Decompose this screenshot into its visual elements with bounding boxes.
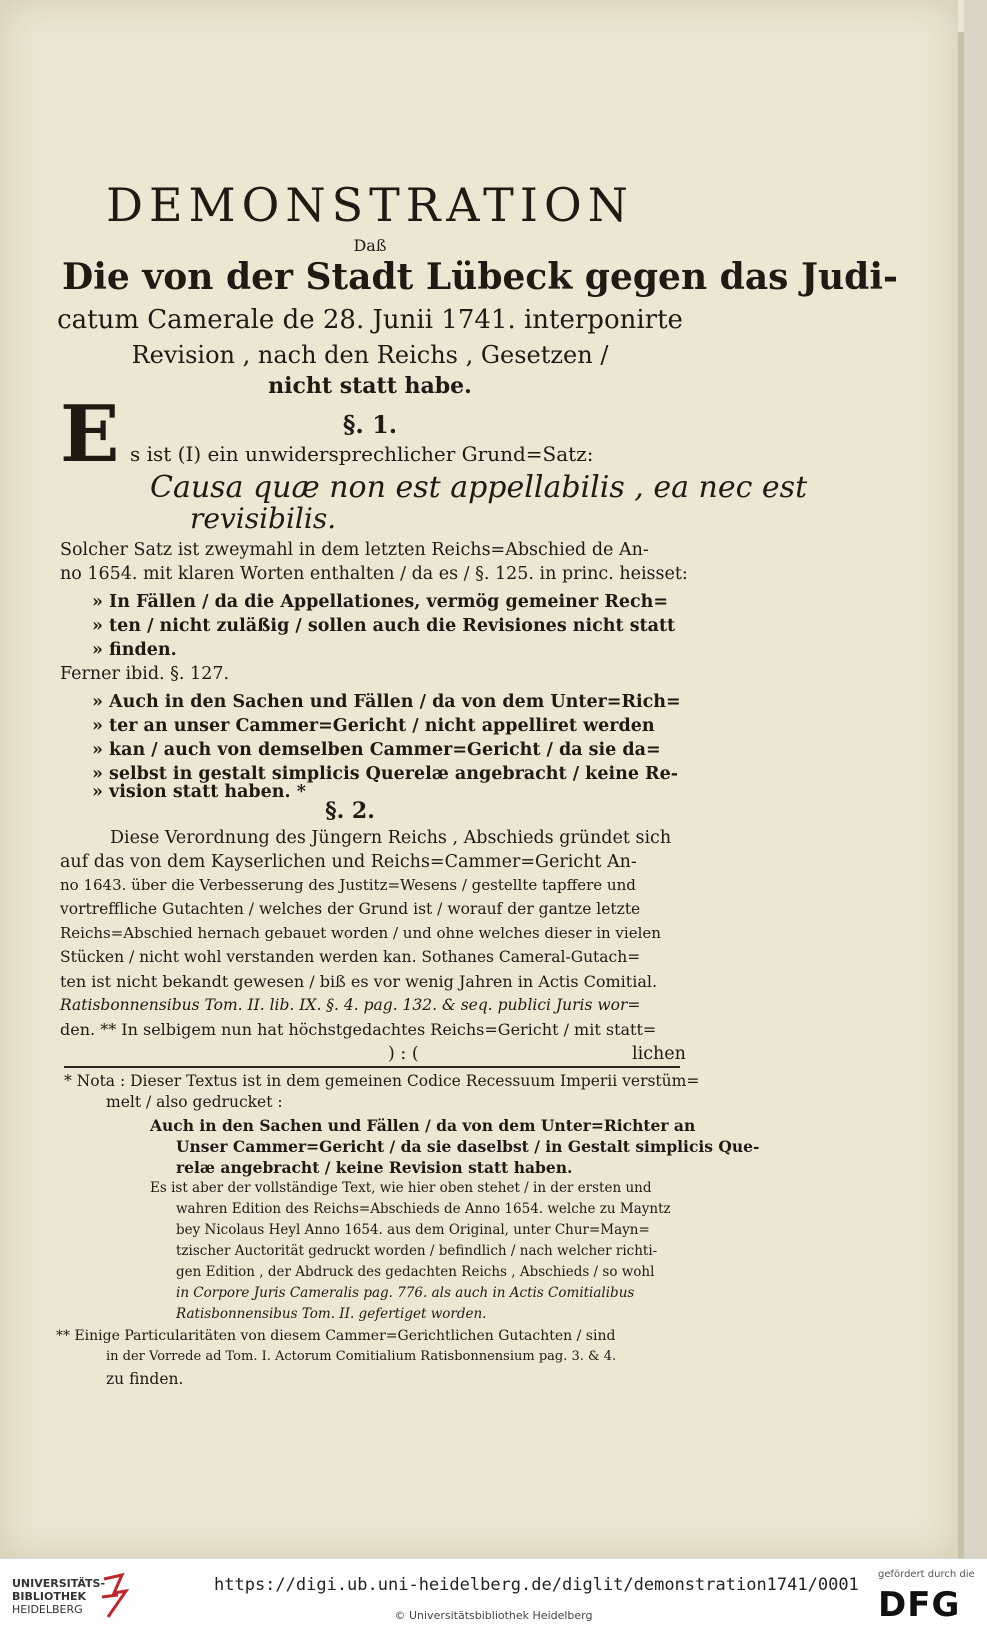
body-line: no 1654. mit klaren Worten enthalten / da es / §. 125. in princ. heisset: bbox=[60, 564, 688, 584]
body-line: » In Fällen / da die Appellationes, vermög gemeiner Rech= bbox=[92, 592, 669, 612]
body-line: den. ** In selbigem nun hat höchstgedachtes Reichs=Gericht / mit statt= bbox=[60, 1020, 657, 1039]
body-line: Stücken / nicht wohl verstanden werden kan. Sothanes Cameral-Gutach= bbox=[60, 948, 641, 966]
body-line: ten ist nicht bekandt gewesen / biß es vor wenig Jahren in Actis Comitial. bbox=[60, 972, 658, 991]
body-line: auf das von dem Kayserlichen und Reichs=Cammer=Gericht An- bbox=[60, 852, 637, 872]
body-line: » ter an unser Cammer=Gericht / nicht appelliret werden bbox=[92, 716, 655, 736]
footnote-line: gen Edition , der Abdruck des gedachten Reichs , Abschieds / so wohl bbox=[176, 1264, 655, 1280]
section-1-first-line: s ist (I) ein unwidersprechlicher Grund=Satz: bbox=[130, 442, 594, 466]
footnote-line: tzischer Auctorität gedruckt worden / befindlich / nach welcher richti- bbox=[176, 1243, 658, 1259]
body-line: vortreffliche Gutachten / welches der Grund ist / worauf der gantze letzte bbox=[60, 900, 641, 918]
section-1-heading: §. 1. bbox=[342, 410, 398, 439]
footnote-line: melt / also gedrucket : bbox=[106, 1093, 283, 1111]
page-url[interactable]: https://digi.ub.uni-heidelberg.de/diglit/demonstration1741/0001 bbox=[214, 1575, 859, 1595]
maxim-line-1: Causa quæ non est appellabilis , ea nec est bbox=[150, 470, 808, 505]
catchword: lichen bbox=[632, 1044, 686, 1064]
subtitle-line-4: nicht statt habe. bbox=[268, 373, 472, 399]
footnote-line: Auch in den Sachen und Fällen / da von dem Unter=Richter an bbox=[150, 1116, 696, 1135]
footnote-line: zu finden. bbox=[106, 1370, 184, 1388]
body-line: » finden. bbox=[92, 640, 177, 660]
document-title: DEMONSTRATION bbox=[106, 178, 634, 232]
body-line: Ratisbonnensibus Tom. II. lib. IX. §. 4. pag. 132. & seq. publici Juris wor= bbox=[60, 996, 641, 1014]
footnote-line: Unser Cammer=Gericht / da sie daselbst / in Gestalt simplicis Que- bbox=[176, 1137, 760, 1156]
logo-line-3: HEIDELBERG bbox=[12, 1603, 83, 1616]
body-line: Ferner ibid. §. 127. bbox=[60, 664, 230, 684]
viewer-footer bbox=[0, 1558, 987, 1632]
body-line: » vision statt haben. * bbox=[92, 782, 306, 802]
logo-line-2: BIBLIOTHEK bbox=[12, 1590, 87, 1603]
body-line: no 1643. über die Verbesserung des Justitz=Wesens / gestellte tapffere und bbox=[60, 876, 636, 894]
drop-cap: E bbox=[60, 389, 120, 480]
footnote-line: in der Vorrede ad Tom. I. Actorum Comitialium Ratisbonnensium pag. 3. & 4. bbox=[106, 1349, 617, 1364]
funded-by-label: gefördert durch die bbox=[878, 1569, 975, 1580]
body-line: » ten / nicht zuläßig / sollen auch die Revisiones nicht statt bbox=[92, 616, 676, 636]
subtitle-line-3: Revision , nach den Reichs , Gesetzen / bbox=[131, 341, 609, 369]
body-line: » Auch in den Sachen und Fällen / da von dem Unter=Rich= bbox=[92, 692, 681, 712]
footnote-line: relæ angebracht / keine Revision statt haben. bbox=[176, 1158, 573, 1177]
subtitle-line-1: Die von der Stadt Lübeck gegen das Judi- bbox=[62, 256, 898, 298]
copyright-text: © Universitätsbibliothek Heidelberg bbox=[394, 1609, 593, 1622]
body-line: Solcher Satz ist zweymahl in dem letzten Reichs=Abschied de An- bbox=[60, 540, 649, 560]
footnote-line: in Corpore Juris Cameralis pag. 776. als auch in Actis Comitialibus bbox=[176, 1285, 635, 1301]
dfg-logo[interactable]: DFG bbox=[878, 1585, 961, 1625]
footnote-line: Ratisbonnensibus Tom. II. gefertiget worden. bbox=[176, 1306, 487, 1322]
scan-background bbox=[964, 0, 987, 1558]
logo-line-1: UNIVERSITÄTS- bbox=[12, 1577, 106, 1590]
footnote-divider bbox=[64, 1066, 680, 1068]
section-2-heading: §. 2. bbox=[325, 798, 375, 824]
maxim-line-2: revisibilis. bbox=[190, 502, 337, 535]
footnote-line: ** Einige Particularitäten von diesem Cammer=Gerichtlichen Gutachten / sind bbox=[56, 1328, 616, 1344]
body-line: » kan / auch von demselben Cammer=Gericht / da sie da= bbox=[92, 740, 661, 760]
subtitle-line-2: catum Camerale de 28. Junii 1741. interponirte bbox=[57, 305, 683, 335]
footnote-line: bey Nicolaus Heyl Anno 1654. aus dem Original, unter Chur=Mayn= bbox=[176, 1222, 650, 1238]
footnote-line: * Nota : Dieser Textus ist in dem gemeinen Codice Recessuum Imperii verstüm= bbox=[64, 1072, 700, 1090]
body-line: » selbst in gestalt simplicis Querelæ angebracht / keine Re- bbox=[92, 764, 678, 784]
footnote-line: Es ist aber der vollständige Text, wie hier oben stehet / in der ersten und bbox=[150, 1180, 652, 1196]
body-line: Reichs=Abschied hernach gebauet worden / und ohne welches dieser in vielen bbox=[60, 924, 661, 942]
footnote-line: wahren Edition des Reichs=Abschieds de Anno 1654. welche zu Mayntz bbox=[176, 1201, 671, 1217]
subtitle-dass: Daß bbox=[353, 236, 387, 255]
body-line: Diese Verordnung des Jüngern Reichs , Abschieds gründet sich bbox=[110, 828, 672, 848]
catchword-sign: ) : ( bbox=[388, 1044, 419, 1064]
